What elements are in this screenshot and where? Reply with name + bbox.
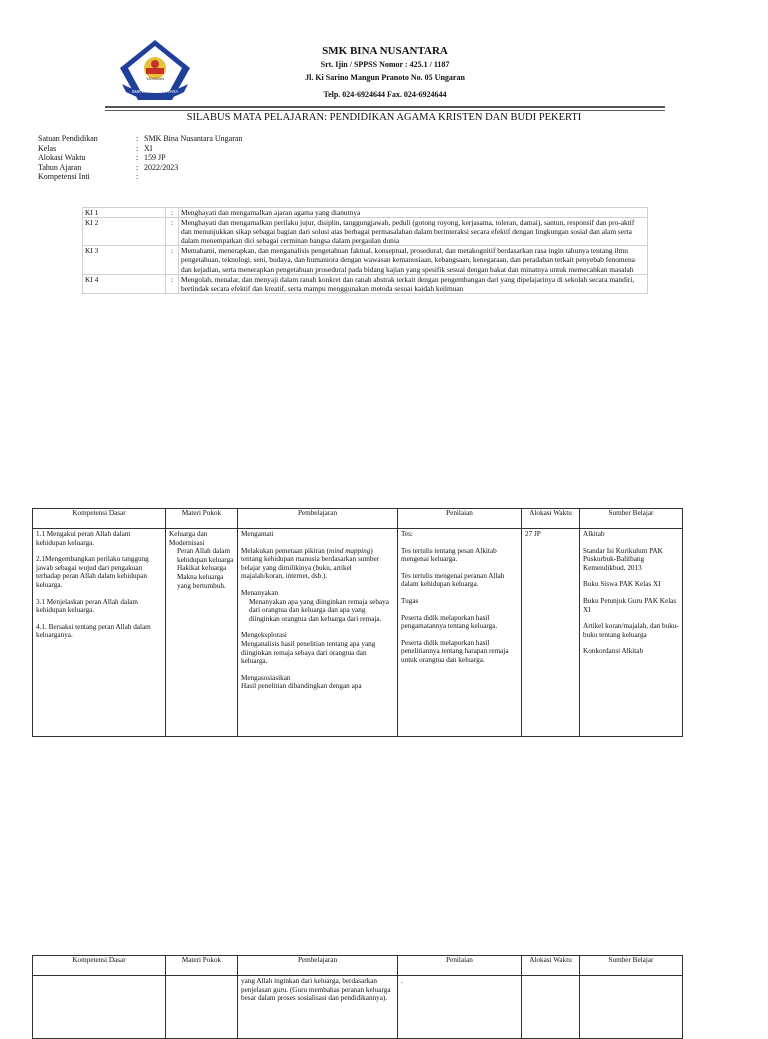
cell-materi-pokok xyxy=(166,976,238,1039)
col-pembelajaran: Pembelajaran xyxy=(238,509,398,529)
info-row-satuan: Satuan Pendidikan : SMK Bina Nusantara Ungaran xyxy=(38,134,243,143)
cell-kompetensi-dasar: 1.1 Mengakui peran Allah dalam kehidupan keluarga. 2.1Mengembangkan perilaku tanggung jawab sebagai wujud dari pengakuan terhadap peran Allah dalam kehidupan keluarga. 3.1 Menjelaskan peran Allah dalam kehidupan keluarga. 4.1. Bersaksi tentang peran Allah dalam keluarganya. xyxy=(33,529,166,737)
school-permit: Srt. Ijin / SPPSS Nomor : 425.1 / 1187 xyxy=(320,60,450,69)
kompetensi-inti-table xyxy=(82,207,648,294)
school-name: SMK BINA NUSANTARA xyxy=(322,45,448,57)
ki-row: KI 3 : Memahami, menerapkan, dan menganalisis pengetahuan faktual, konseptual, prosedural, dan metakognitif berdasarkan rasa ingin tahunya tentang ilmu pengetahuan, teknologi, seni, budaya, dan humaniora dengan wawasan kemanusiaan, kebangsaan, kenegaraan, dan peradaban terkait penyebab fenomena dan kejadian, serta menerapkan pengetahuan prosedural pada bidang kajian yang spesifik sesuai dengan bakat dan minatnya untuk memecahkan masalah xyxy=(83,246,648,274)
header-divider xyxy=(105,106,665,111)
info-row-ki: Kompetensi Inti : xyxy=(38,172,139,182)
cell-sumber-belajar: Alkitab Standar Isi Kurikulum PAK Puskurbuk-Balitbang Kemendikbud, 2013 Buku Siswa PAK Kelas XI Buku Petunjuk Guru PAK Kelas XI Artikel koran/majalah, dan buku-buku tentang keluarga Konkordansi Alkitab xyxy=(580,529,683,737)
col-penilaian: Penilaian xyxy=(398,509,522,529)
cell-alokasi-waktu: 27 JP xyxy=(522,529,580,737)
table-header-row xyxy=(33,509,683,529)
cell-kompetensi-dasar xyxy=(33,976,166,1039)
col-alokasi-waktu: Alokasi Waktu xyxy=(522,509,580,529)
school-phone: Telp. 024-6924644 Fax. 024-6924644 xyxy=(323,90,447,99)
table-row xyxy=(33,529,683,737)
col-alokasi-waktu: Alokasi Waktu xyxy=(522,956,580,976)
cell-pembelajaran: yang Allah inginkan dari keluarga, berdasarkan penjelasan guru. (Guru membahas peranan keluarga besar dalam proses sosialisasi dan pendidikannya). xyxy=(238,976,398,1039)
syllabus-table xyxy=(32,508,683,737)
col-materi-pokok: Materi Pokok xyxy=(166,956,238,976)
cell-penilaian: Tes: Tes tertulis tentang pesan Alkitab mengenai keluarga. Tes tertulis mengenai peranan Allah dalam kehidupan keluarga. Tugas Peserta didik melaporkan hasil pengamatannya tentang keluarga. Peserta didik melaporkan hasil penelitiannya tentang harapan remaja untuk orangtua dan keluarga. xyxy=(398,529,522,737)
col-sumber-belajar: Sumber Belajar xyxy=(580,956,683,976)
col-penilaian: Penilaian xyxy=(398,956,522,976)
cell-penilaian: . xyxy=(398,976,522,1039)
info-row-kelas: Kelas : XI xyxy=(38,143,153,153)
col-sumber-belajar: Sumber Belajar xyxy=(580,509,683,529)
svg-text:YAYASAN: YAYASAN xyxy=(145,76,165,81)
cell-sumber-belajar xyxy=(580,976,683,1039)
school-address: Jl. Ki Sarino Mangun Pranoto No. 05 Ungaran xyxy=(305,73,465,82)
ki-row: KI 2 : Menghayati dan mengamalkan perilaku jujur, disiplin, tanggungjawab, peduli (gotong royong, kerjasama, toleran, damai), santun, responsif dan pro-aktif dan menunjukkan sikap sebagai bagian dari solusi atas berbagai permasalahan dalam berinteraksi secara efektif dengan lingkungan sosial dan alam serta dalam menempatkan diri sebagai cerminan bangsa dalam pergaulan dunia xyxy=(83,218,648,246)
syllabus-table-continued xyxy=(32,955,683,1039)
cell-alokasi-waktu xyxy=(522,976,580,1039)
table-row xyxy=(33,976,683,1039)
table-header-row xyxy=(33,956,683,976)
col-kompetensi-dasar: Kompetensi Dasar xyxy=(33,956,166,976)
info-row-alokasi: Alokasi Waktu : 159 JP xyxy=(38,153,166,163)
syllabus-title: SILABUS MATA PELAJARAN: PENDIDIKAN AGAMA KRISTEN DAN BUDI PEKERTI xyxy=(186,112,582,123)
cell-materi-pokok: Keluarga dan Modernisasi Peran Allah dalam kehidupan keluarga Hakikat keluarga Makna keluarga yang bertumbuh. xyxy=(166,529,238,737)
ki-row: KI 1 : Menghayati dan mengamalkan ajaran agama yang dianutnya xyxy=(83,208,648,218)
svg-text:SMK BINA NUSANTARA: SMK BINA NUSANTARA xyxy=(131,89,179,94)
school-logo xyxy=(118,38,192,102)
col-materi-pokok: Materi Pokok xyxy=(166,509,238,529)
col-pembelajaran: Pembelajaran xyxy=(238,956,398,976)
col-kompetensi-dasar: Kompetensi Dasar xyxy=(33,509,166,529)
ki-row: KI 4 : Mengolah, menalar, dan menyaji dalam ranah konkret dan ranah abstrak terkait dengan pengembangan dari yang dipelajarinya di sekolah secara mandiri, bertindak secara efektif dan kreatif, serta mampu menggunakan metoda sesuai kaidah keilmuan xyxy=(83,274,648,293)
info-block xyxy=(38,134,242,182)
cell-pembelajaran: Mengamati Melakukan pemetaan pikiran (mind mapping) tentang kehidupan manusia berdasarkan sumber belajar yang dimilikinya (buku, artikel majalah/koran, internet, dsb.). Menanyakan Menanyakan apa yang diinginkan remaja sebaya dari orangtua dan keluarga dan apa yang diinginkan orangtua dan keluarga dari remaja. Mengeksplorasi Menganalisis hasil penelitian tentang apa yang diinginkan remaja sebaya dari orangtua dan keluarga. Mengasosiasikan Hasil penelitian dibandingkan dengan apa xyxy=(238,529,398,737)
info-row-tahun: Tahun Ajaran : 2022/2023 xyxy=(38,162,179,172)
